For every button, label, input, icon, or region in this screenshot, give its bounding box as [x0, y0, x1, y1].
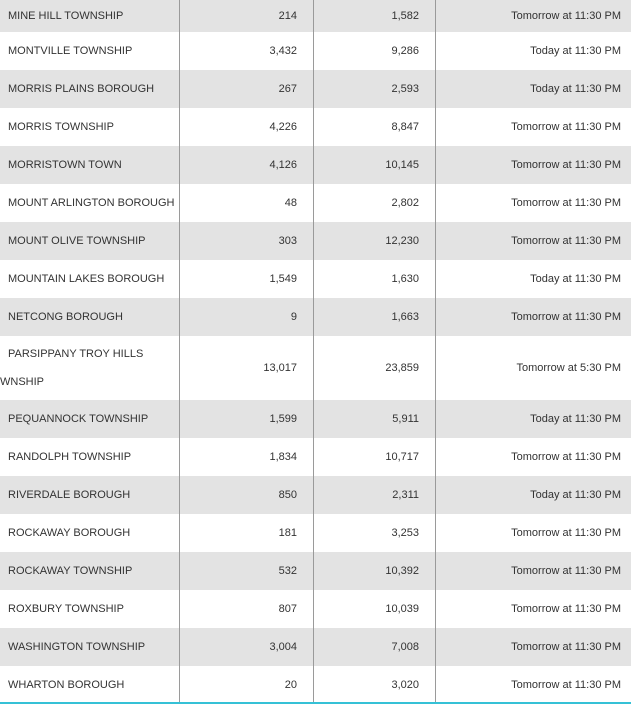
municipality-name-cell	[0, 298, 180, 336]
municipality-name-cell	[0, 108, 180, 146]
count-a-cell: 181	[180, 514, 314, 552]
count-b-cell: 5,911	[314, 400, 436, 438]
time-cell: Tomorrow at 11:30 PM	[511, 603, 621, 615]
count-b-cell: 10,039	[314, 590, 436, 628]
municipality-name: NETCONG BOROUGH	[8, 311, 123, 323]
time-cell: Today at 11:30 PM	[530, 273, 621, 285]
municipality-name: MORRIS PLAINS BOROUGH	[8, 83, 155, 95]
municipality-name-cell	[0, 184, 180, 222]
time-cell: Tomorrow at 11:30 PM	[511, 121, 621, 133]
municipality-name-cell	[0, 514, 180, 552]
count-a-cell: 9	[180, 298, 314, 336]
count-a-cell: 13,017	[180, 336, 314, 400]
count-a-cell: 850	[180, 476, 314, 514]
count-a-cell: 3,432	[180, 32, 314, 70]
count-b-cell: 1,630	[314, 260, 436, 298]
count-a-cell: 214	[180, 0, 314, 32]
count-a-cell: 532	[180, 552, 314, 590]
municipality-name-wrap: WNSHIP	[0, 376, 44, 388]
time-cell: Tomorrow at 11:30 PM	[511, 159, 621, 171]
count-b-cell: 8,847	[314, 108, 436, 146]
municipality-name: PEQUANNOCK TOWNSHIP	[8, 413, 149, 425]
count-a-cell: 1,549	[180, 260, 314, 298]
time-cell: Today at 11:30 PM	[530, 489, 621, 501]
count-a-cell: 267	[180, 70, 314, 108]
municipality-name-cell	[0, 400, 180, 438]
count-a-cell: 303	[180, 222, 314, 260]
count-b-cell: 2,593	[314, 70, 436, 108]
time-cell: Today at 11:30 PM	[530, 83, 621, 95]
municipality-name-cell	[0, 222, 180, 260]
municipality-name: WASHINGTON TOWNSHIP	[8, 641, 146, 653]
table-row	[0, 552, 631, 590]
count-a-cell: 48	[180, 184, 314, 222]
municipality-name: ROCKAWAY TOWNSHIP	[8, 565, 133, 577]
count-b-cell: 3,020	[314, 666, 436, 704]
count-b-cell: 10,145	[314, 146, 436, 184]
municipality-name-cell	[0, 260, 180, 298]
municipality-name: ROXBURY TOWNSHIP	[8, 603, 124, 615]
table-row	[0, 438, 631, 476]
municipality-name-cell	[0, 552, 180, 590]
municipality-name: MINE HILL TOWNSHIP	[8, 10, 124, 22]
municipality-name-cell	[0, 628, 180, 666]
municipality-name-cell	[0, 336, 180, 400]
count-b-cell: 1,582	[314, 0, 436, 32]
table-row	[0, 70, 631, 108]
table-row	[0, 184, 631, 222]
table-row	[0, 628, 631, 666]
count-a-cell: 807	[180, 590, 314, 628]
municipality-name: MORRISTOWN TOWN	[8, 159, 122, 171]
time-cell: Tomorrow at 11:30 PM	[511, 565, 621, 577]
municipality-name-cell	[0, 70, 180, 108]
time-cell: Tomorrow at 11:30 PM	[511, 679, 621, 691]
municipality-name: MORRIS TOWNSHIP	[8, 121, 114, 133]
municipality-name: RANDOLPH TOWNSHIP	[8, 451, 132, 463]
time-cell: Tomorrow at 11:30 PM	[511, 641, 621, 653]
count-a-cell: 4,126	[180, 146, 314, 184]
count-b-cell: 1,663	[314, 298, 436, 336]
time-cell: Tomorrow at 5:30 PM	[516, 362, 621, 374]
time-cell: Today at 11:30 PM	[530, 45, 621, 57]
count-b-cell: 12,230	[314, 222, 436, 260]
municipality-name-cell	[0, 146, 180, 184]
municipality-name-cell	[0, 32, 180, 70]
count-a-cell: 1,599	[180, 400, 314, 438]
table-row	[0, 222, 631, 260]
table-bottom-rule	[0, 702, 631, 704]
table-row	[0, 666, 631, 704]
municipality-name-cell	[0, 590, 180, 628]
count-b-cell: 2,311	[314, 476, 436, 514]
time-cell: Today at 11:30 PM	[530, 413, 621, 425]
count-b-cell: 23,859	[314, 336, 436, 400]
time-cell: Tomorrow at 11:30 PM	[511, 527, 621, 539]
table-row	[0, 298, 631, 336]
municipality-name: MONTVILLE TOWNSHIP	[8, 45, 133, 57]
table-row	[0, 0, 631, 32]
time-cell: Tomorrow at 11:30 PM	[511, 197, 621, 209]
time-cell: Tomorrow at 11:30 PM	[511, 10, 621, 22]
table-row	[0, 514, 631, 552]
count-b-cell: 10,717	[314, 438, 436, 476]
municipality-name: MOUNT OLIVE TOWNSHIP	[8, 235, 146, 247]
municipality-name: WHARTON BOROUGH	[8, 679, 125, 691]
municipality-name-cell	[0, 476, 180, 514]
table-row	[0, 260, 631, 298]
time-cell: Tomorrow at 11:30 PM	[511, 311, 621, 323]
municipality-name: RIVERDALE BOROUGH	[8, 489, 131, 501]
table-row	[0, 400, 631, 438]
municipality-name: MOUNTAIN LAKES BOROUGH	[8, 273, 165, 285]
table-row	[0, 32, 631, 70]
count-a-cell: 4,226	[180, 108, 314, 146]
table-row	[0, 108, 631, 146]
municipality-name: ROCKAWAY BOROUGH	[8, 527, 131, 539]
municipality-name: PARSIPPANY TROY HILLS	[8, 348, 144, 360]
time-cell: Tomorrow at 11:30 PM	[511, 235, 621, 247]
count-a-cell: 1,834	[180, 438, 314, 476]
count-b-cell: 9,286	[314, 32, 436, 70]
count-b-cell: 3,253	[314, 514, 436, 552]
table-row	[0, 590, 631, 628]
table-row	[0, 146, 631, 184]
table-row	[0, 476, 631, 514]
count-a-cell: 3,004	[180, 628, 314, 666]
municipality-name: MOUNT ARLINGTON BOROUGH	[8, 197, 175, 209]
count-b-cell: 2,802	[314, 184, 436, 222]
municipality-name-cell	[0, 0, 180, 32]
municipality-name-cell	[0, 666, 180, 704]
table-row	[0, 336, 631, 400]
municipality-name-cell	[0, 438, 180, 476]
count-b-cell: 10,392	[314, 552, 436, 590]
count-a-cell: 20	[180, 666, 314, 704]
time-cell: Tomorrow at 11:30 PM	[511, 451, 621, 463]
count-b-cell: 7,008	[314, 628, 436, 666]
